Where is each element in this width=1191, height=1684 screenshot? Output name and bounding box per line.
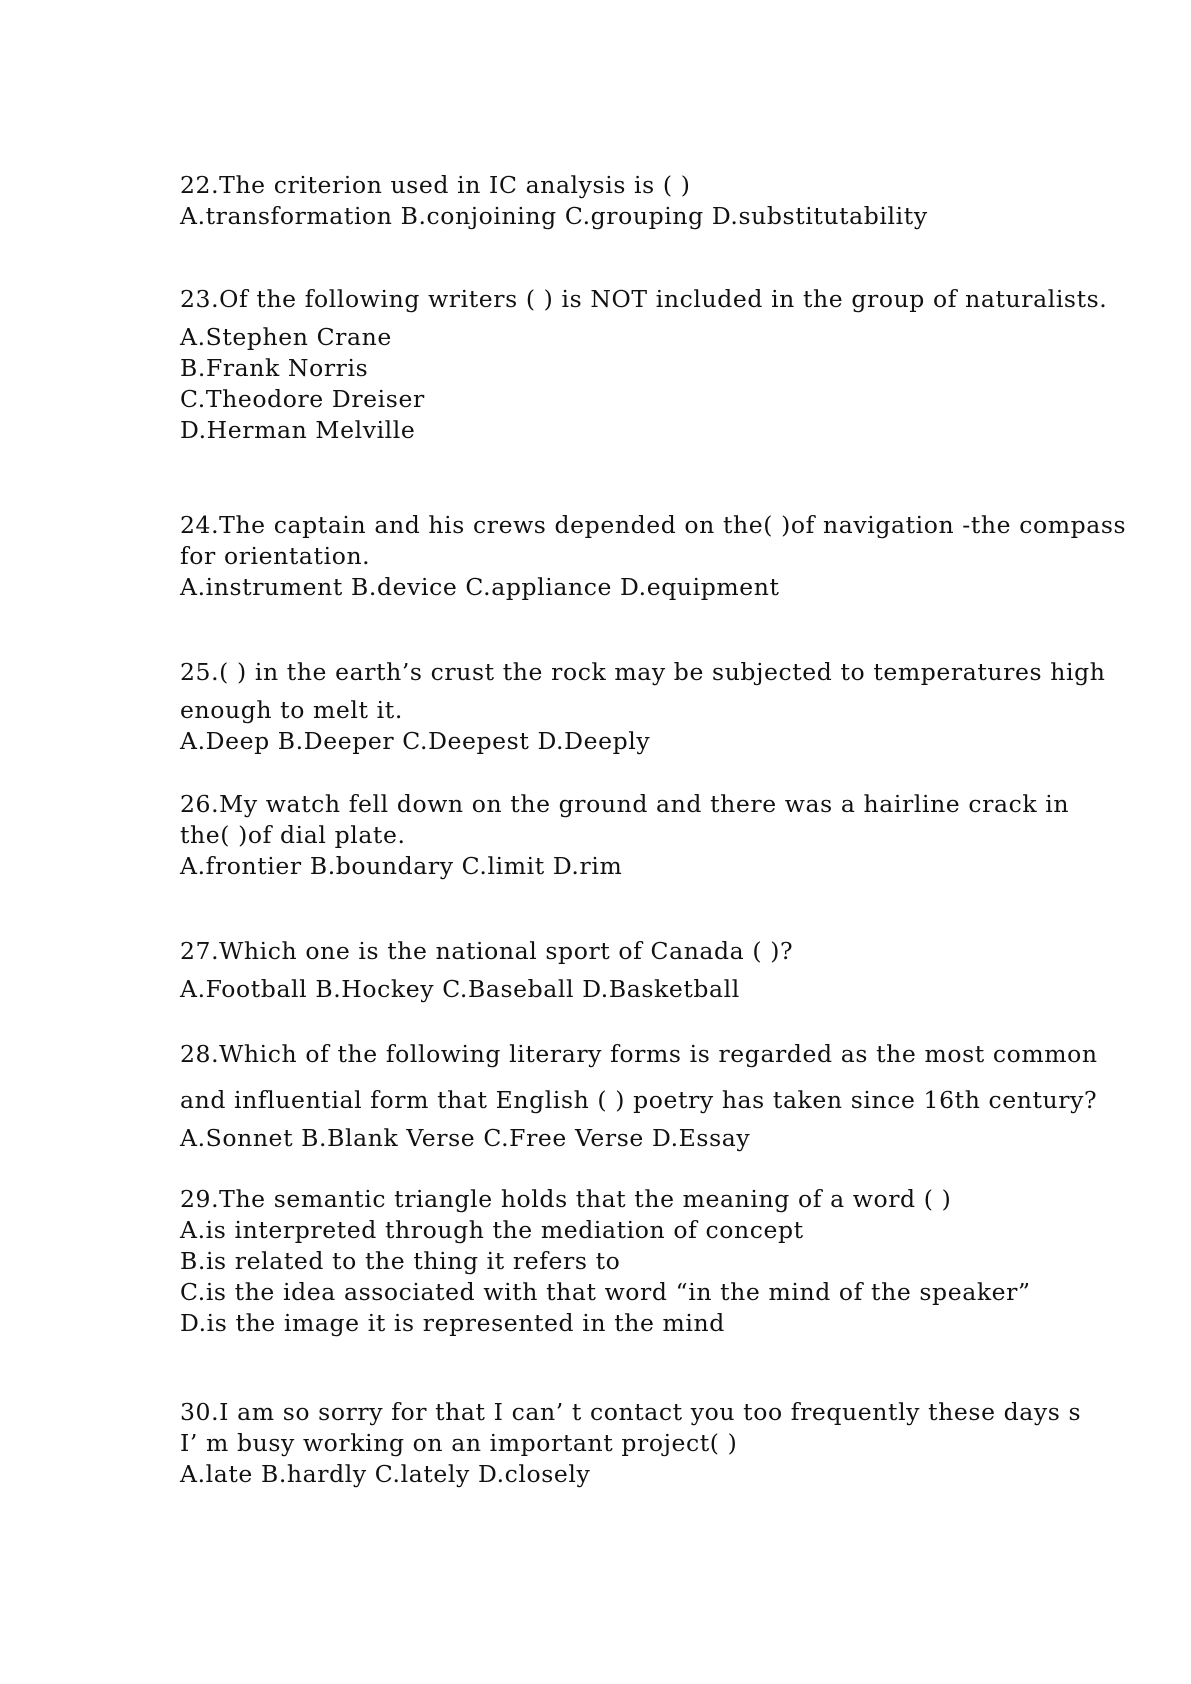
document-page [180, 170, 1191, 1490]
question-options-line: A.transformation B.conjoining C.grouping D.substitutability [180, 202, 928, 230]
question-options-line: A.frontier B.boundary C.limit D.rim [180, 852, 623, 880]
question-options-line: A.Sonnet B.Blank Verse C.Free Verse D.Essay [180, 1124, 751, 1152]
question-option: D.is the image it is represented in the mind [180, 1309, 725, 1337]
question-stem-line: 28.Which of the following literary forms is regarded as the most common [180, 1040, 1098, 1068]
question-option: B.Frank Norris [180, 354, 369, 382]
question-option: C.Theodore Dreiser [180, 385, 425, 413]
question-stem-line: 26.My watch fell down on the ground and there was a hairline crack in [180, 790, 1070, 818]
question-25 [180, 649, 1191, 757]
question-options-line: A.Football B.Hockey C.Baseball D.Basketball [180, 975, 740, 1003]
question-option: B.is related to the thing it refers to [180, 1247, 621, 1275]
question-27 [180, 928, 1191, 1005]
question-stem-line: I’ m busy working on an important project( ) [180, 1429, 738, 1457]
question-option: A.Stephen Crane [180, 323, 392, 351]
question-stem-line: for orientation. [180, 542, 371, 570]
question-28 [180, 1031, 1191, 1154]
question-stem-line: 23.Of the following writers ( ) is NOT included in the group of naturalists. [180, 285, 1108, 313]
question-options-line: A.late B.hardly C.lately D.closely [180, 1460, 591, 1488]
question-stem-line: 24.The captain and his crews depended on the( )of navigation -the compass [180, 511, 1127, 539]
question-stem-line: enough to melt it. [180, 696, 403, 724]
question-stem-line: the( )of dial plate. [180, 821, 406, 849]
question-options-line: A.Deep B.Deeper C.Deepest D.Deeply [180, 727, 651, 755]
question-option: D.Herman Melville [180, 416, 416, 444]
question-26 [180, 789, 1191, 882]
question-stem-line: and influential form that English ( ) poetry has taken since 16th century? [180, 1086, 1098, 1114]
question-stem-line: 30.I am so sorry for that I can’ t contact you too frequently these days s [180, 1398, 1082, 1426]
question-24 [180, 510, 1191, 603]
question-23 [180, 276, 1191, 446]
question-stem-line: 27.Which one is the national sport of Canada ( )? [180, 937, 794, 965]
question-stem-line: 25.( ) in the earth’s crust the rock may be subjected to temperatures high [180, 658, 1106, 686]
question-29 [180, 1184, 1191, 1339]
question-30 [180, 1397, 1191, 1490]
question-stem-line: 29.The semantic triangle holds that the meaning of a word ( ) [180, 1185, 952, 1213]
question-option: A.is interpreted through the mediation of concept [180, 1216, 804, 1244]
question-options-line: A.instrument B.device C.appliance D.equipment [180, 573, 780, 601]
question-22 [180, 170, 1191, 232]
question-stem-line: 22.The criterion used in IC analysis is ( ) [180, 171, 691, 199]
question-option: C.is the idea associated with that word “in the mind of the speaker” [180, 1278, 1031, 1306]
